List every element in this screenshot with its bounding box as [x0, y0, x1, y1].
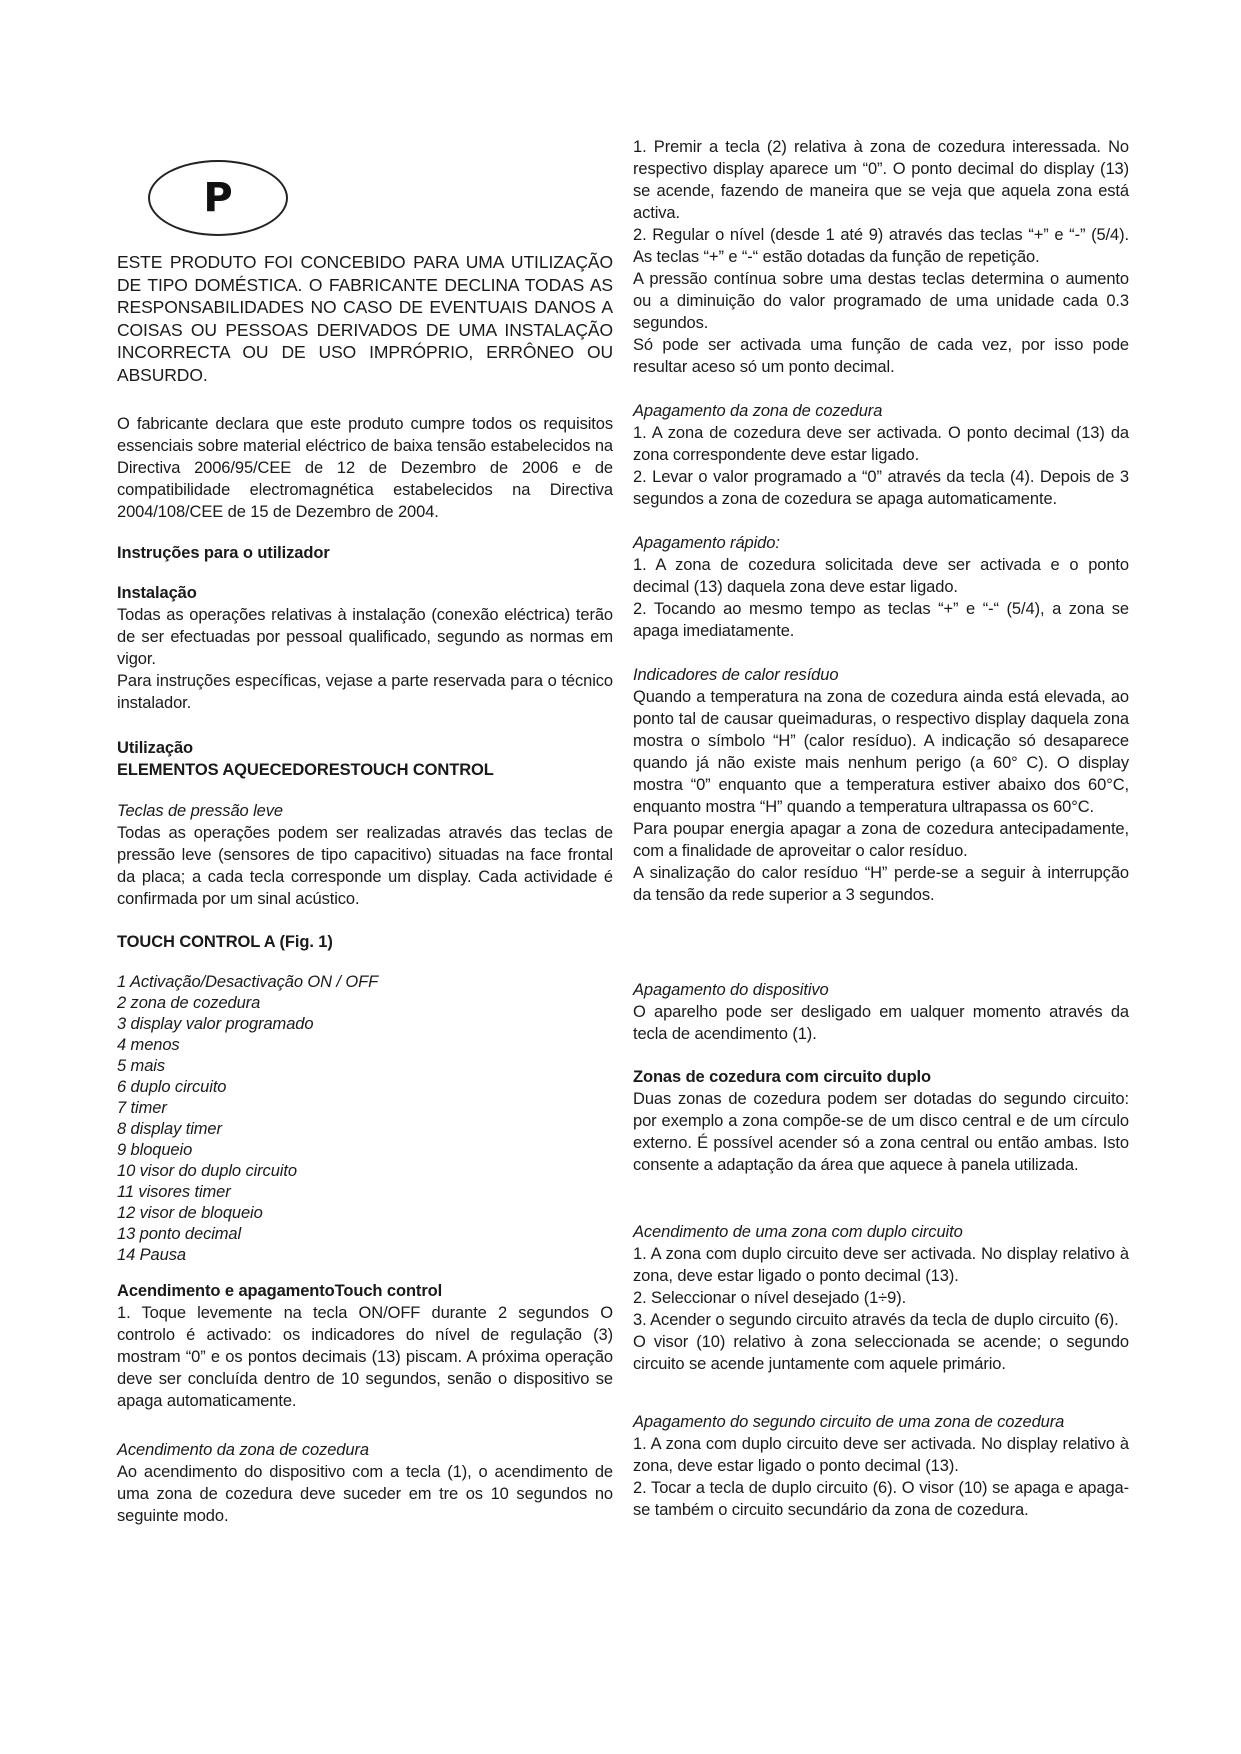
zone-off-step-1: 1. A zona de cozedura deve ser activada. O ponto decimal (13) da zona correspondente deve estar ligado. [633, 424, 1129, 464]
list-item: 3 display valor programado [117, 1015, 314, 1033]
quick-off-heading: Apagamento rápido: [633, 534, 780, 552]
dual-off-heading: Apagamento do segundo circuito de uma zona de cozedura [633, 1413, 1065, 1431]
dual-on-step-3: 3. Acender o segundo circuito através da tecla de duplo circuito (6). [633, 1311, 1119, 1329]
residual-heat-heading: Indicadores de calor resíduo [633, 666, 839, 684]
dual-off-step-1: 1. A zona com duplo circuito deve ser activada. No display relativo à zona, deve estar ligado o ponto decimal (13). [633, 1435, 1129, 1475]
safety-notice: ESTE PRODUTO FOI CONCEBIDO PARA UMA UTILIZAÇÃO DE TIPO DOMÉSTICA. O FABRICANTE DECLINA TODAS AS RESPONSABILIDADES NO CASO DE EVENTUAIS DANOS A COISAS OU PESSOAS DERIVADOS DE UMA INSTALAÇÃO INCORRECTA OU DE USO IMPRÓPRIO, ERRÔNEO OU ABSURDO. [117, 252, 613, 385]
list-item: 11 visores timer [117, 1183, 231, 1201]
residual-heat-text: Quando a temperatura na zona de cozedura ainda está elevada, ao ponto tal de causar queimaduras, o respectivo display daquela zona mostra o símbolo “H” (calor resíduo). A indicação só desaparece quando já não existe mais nenhum perigo (a 60° C). O display mostra “0” enquanto que a temperatura estiver abaixo dos 60°C, enquanto mostra “H” quando a temperatura ultrapassa os 60°C. [633, 688, 1129, 816]
dual-zones-heading: Zonas de cozedura com circuito duplo [633, 1068, 932, 1086]
step-2: 2. Regular o nível (desde 1 até 9) através das teclas “+” e “-” (5/4). As teclas “+” e “-“ estão dotadas da função de repetição. [633, 226, 1129, 266]
residual-heat-reset: A sinalização do calor resíduo “H” perde-se a seguir à interrupção da tensão da rede superior a 3 segundos. [633, 864, 1129, 904]
quick-off-block [633, 532, 1129, 642]
elements-heading: ELEMENTOS AQUECEDORESTOUCH CONTROL [117, 761, 494, 779]
installation-heading: Instalação [117, 584, 197, 602]
safety-notice-block [117, 251, 613, 386]
dual-off-block [633, 1411, 1129, 1521]
user-instructions-heading: Instruções para o utilizador [117, 544, 330, 562]
keys-heading: Teclas de pressão leve [117, 802, 283, 820]
installation-note: Para instruções específicas, vejase a parte reservada para o técnico instalador. [117, 672, 613, 712]
list-item: 8 display timer [117, 1120, 222, 1138]
list-item: 4 menos [117, 1036, 180, 1054]
list-item: 5 mais [117, 1057, 165, 1075]
use-heading: Utilização [117, 739, 194, 757]
device-off-block [633, 979, 1129, 1045]
zone-off-block [633, 400, 1129, 510]
dual-on-heading: Acendimento de uma zona com duplo circuito [633, 1223, 963, 1241]
device-off-text: O aparelho pode ser desligado em ualquer momento através da tecla de acendimento (1). [633, 1003, 1129, 1043]
installation-text: Todas as operações relativas à instalação (conexão eléctrica) terão de ser efectuadas por pessoal qualificado, segundo as normas em vigor. [117, 606, 613, 668]
declaration-block [117, 413, 613, 523]
quick-off-step-1: 1. A zona de cozedura solicitada deve ser activada e o ponto decimal (13) daquela zona deve estar ligado. [633, 556, 1129, 596]
list-item: 1 Activação/Desactivação ON / OFF [117, 973, 379, 991]
step-1: 1. Premir a tecla (2) relativa à zona de cozedura interessada. No respectivo display aparece um “0”. O ponto decimal do display (13) se acende, fazendo de maneira que se veja que aquela zona está activa. [633, 138, 1129, 222]
list-item: 14 Pausa [117, 1246, 186, 1264]
residual-heat-energy: Para poupar energia apagar a zona de cozedura antecipadamente, com a finalidade de aproveitar o calor resíduo. [633, 820, 1129, 860]
touch-control-block [117, 931, 613, 953]
keys-block [117, 800, 613, 910]
zone-on-block [117, 1439, 613, 1527]
use-block [117, 737, 613, 781]
list-item: 2 zona de cozedura [117, 994, 261, 1012]
list-item: 12 visor de bloqueio [117, 1204, 263, 1222]
keys-text: Todas as operações podem ser realizadas através das teclas de pressão leve (sensores de tipo capacitivo) situadas na face frontal da placa; a cada tecla corresponde um display. Cada actividade é confirmada por um sinal acústico. [117, 824, 613, 908]
step-2-repeat: A pressão contínua sobre uma destas teclas determina o aumento ou a diminuição do valor programado de uma unidade cada 0.3 segundos. [633, 270, 1129, 332]
key-legend-block [117, 972, 613, 1266]
dual-on-step-1: 1. A zona com duplo circuito deve ser activada. No display relativo à zona, deve estar ligado o ponto decimal (13). [633, 1245, 1129, 1285]
zone-on-heading: Acendimento da zona de cozedura [117, 1441, 369, 1459]
dual-on-block [633, 1221, 1129, 1375]
dual-zones-text: Duas zonas de cozedura podem ser dotadas do segundo circuito: por exemplo a zona compõe-se de um disco central e de um círculo externo. É possível acender só a zona central ou então ambas. Isto consente a adaptação da área que aquece à panela utilizada. [633, 1090, 1129, 1174]
key-legend-list [117, 972, 613, 1266]
language-badge-p: P [148, 160, 288, 236]
onoff-block [117, 1280, 613, 1412]
residual-heat-block [633, 664, 1129, 906]
zone-steps-block [633, 136, 1129, 378]
dual-on-note: O visor (10) relativo à zona seleccionada se acende; o segundo circuito se acende juntamente com aquele primário. [633, 1333, 1129, 1373]
list-item: 6 duplo circuito [117, 1078, 227, 1096]
dual-off-step-2: 2. Tocar a tecla de duplo circuito (6). O visor (10) se apaga e apaga-se também o circuito secundário da zona de cozedura. [633, 1479, 1129, 1519]
list-item: 13 ponto decimal [117, 1225, 242, 1243]
quick-off-step-2: 2. Tocando ao mesmo tempo as teclas “+” e “-“ (5/4), a zona se apaga imediatamente. [633, 600, 1129, 640]
list-item: 9 bloqueio [117, 1141, 193, 1159]
installation-block [117, 582, 613, 714]
conformity-declaration: O fabricante declara que este produto cumpre todos os requisitos essenciais sobre material eléctrico de baixa tensão estabelecidos na Directiva 2006/95/CEE de 12 de Dezembro de 2006 e de compatibilidade electromagnética estabelecidos na Directiva 2004/108/CEE de 15 de Dezembro de 2004. [117, 415, 613, 521]
user-instructions-block [117, 542, 613, 564]
step-2-note: Só pode ser activada uma função de cada vez, por isso pode resultar aceso só um ponto decimal. [633, 336, 1129, 376]
list-item: 10 visor do duplo circuito [117, 1162, 297, 1180]
device-off-heading: Apagamento do dispositivo [633, 981, 829, 999]
zone-on-text: Ao acendimento do dispositivo com a tecla (1), o acendimento de uma zona de cozedura deve suceder em tre os 10 segundos no seguinte modo. [117, 1463, 613, 1525]
dual-on-step-2: 2. Seleccionar o nível desejado (1÷9). [633, 1289, 907, 1307]
dual-zones-block [633, 1066, 1129, 1176]
touch-control-heading: TOUCH CONTROL A (Fig. 1) [117, 933, 333, 951]
zone-off-step-2: 2. Levar o valor programado a “0” através da tecla (4). Depois de 3 segundos a zona de cozedura se apaga automaticamente. [633, 468, 1129, 508]
list-item: 7 timer [117, 1099, 167, 1117]
onoff-heading: Acendimento e apagamentoTouch control [117, 1282, 443, 1300]
onoff-text: 1. Toque levemente na tecla ON/OFF durante 2 segundos O controlo é activado: os indicadores do nível de regulação (3) mostram “0” e os pontos decimais (13) piscam. A próxima operação deve ser concluída dentro de 10 segundos, senão o dispositivo se apaga automaticamente. [117, 1304, 613, 1410]
zone-off-heading: Apagamento da zona de cozedura [633, 402, 883, 420]
